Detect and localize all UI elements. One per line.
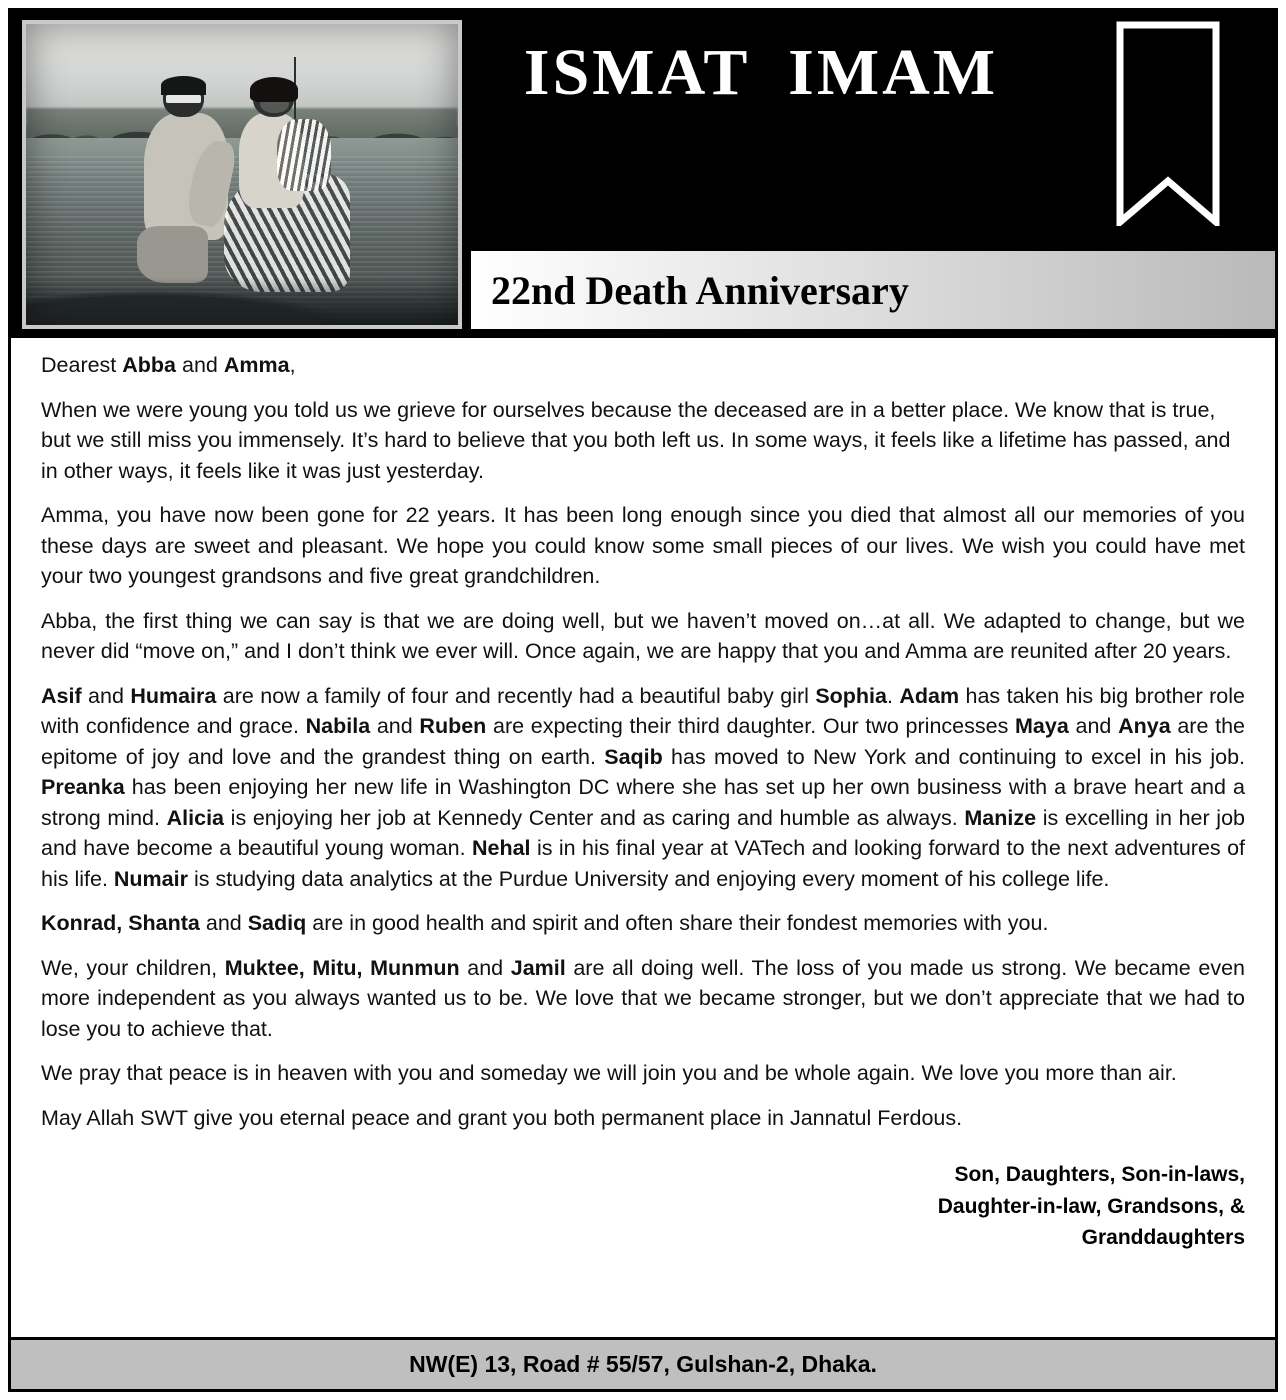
anniversary-banner: [471, 251, 1275, 329]
signature-block: [41, 1159, 1245, 1254]
header-banner: [11, 11, 1275, 338]
salutation-and: and: [176, 353, 224, 377]
salutation-lead: Dearest: [41, 353, 123, 377]
paragraph-family: Asif and Humaira are now a family of four and recently had a beautiful baby girl Sophia. Adam has taken his big brother role with confidence and grace. Nabila and Ruben are expecting their third daughter. Our two princesses Maya and Anya are the epitome of joy and love and the grandest thing on earth. Saqib has moved to New York and continuing to excel in his job. Preanka has been enjoying her new life in Washington DC where she has set up her own business with a brave heart and a strong mind. Alicia is enjoying her job at Kennedy Center and as caring and humble as always. Manize is excelling in her job and have become a beautiful young woman. Nehal is in his final year at VATech and looking forward to the next adventures of his life. Numair is studying data analytics at the Purdue University and enjoying every moment of his college life.: [41, 683, 1246, 891]
paragraph-children: We, your children, Muktee, Mitu, Munmun and Jamil are all doing well. The loss of you made us strong. We became even more independent as you always wanted us to be. We love that we became stronger, but we don’t appreciate that we had to lose you to achieve that.: [41, 955, 1245, 1041]
paragraph-3: Abba, the first thing we can say is that we are doing well, but we haven’t moved on…at all. We adapted to change, but we never did “move on,” and I don’t think we ever will. Once again, we are happy that you and Amma are reunited after 20 years.: [41, 608, 1245, 664]
signature-line-1: Son, Daughters, Son-in-laws,: [954, 1163, 1245, 1187]
address-label: NW(E) 13, Road # 55/57, Gulshan-2, Dhaka.: [409, 1351, 877, 1377]
paragraph-closing: May Allah SWT give you eternal peace and grant you both permanent place in Jannatul Ferdous.: [41, 1105, 963, 1130]
photo-frame: [22, 20, 462, 329]
signature-line-3: Granddaughters: [1081, 1226, 1245, 1250]
paragraph-1: When we were young you told us we grieve for ourselves because the deceased are in a better place. We know that is true, but we still miss you immensely. It’s hard to believe that you both left us. In some ways, it feels like a lifetime has passed, and in other ways, it feels like it was just yesterday.: [41, 397, 1231, 483]
page-title: ISMAT IMAM: [523, 36, 999, 109]
signature-line-2: Daughter-in-law, Grandsons, &: [937, 1194, 1245, 1218]
footer-address-bar: [11, 1337, 1275, 1389]
paragraph-2: Amma, you have now been gone for 22 years. It has been long enough since you died that almost all our memories of you these days are sweet and pleasant. We hope you could know some small pieces of our lives. We wish you could have met your two youngest grandsons and five great grandchildren.: [41, 503, 1245, 589]
paragraph-prayer: We pray that peace is in heaven with you and someday we will join you and be whole again. We love you more than air.: [41, 1061, 1177, 1086]
letter-body: [11, 342, 1275, 1254]
ribbon-bookmark-icon: [1116, 21, 1220, 226]
salutation-comma: ,: [289, 353, 296, 377]
salutation-abba: Abba: [122, 353, 177, 377]
anniversary-label: 22nd Death Anniversary: [491, 267, 909, 313]
salutation: [41, 350, 1245, 381]
paragraph-konrad: Konrad, Shanta and Sadiq are in good health and spirit and often share their fondest memories with you.: [41, 911, 1049, 936]
memorial-photograph: [26, 24, 458, 325]
salutation-amma: Amma: [223, 353, 290, 377]
